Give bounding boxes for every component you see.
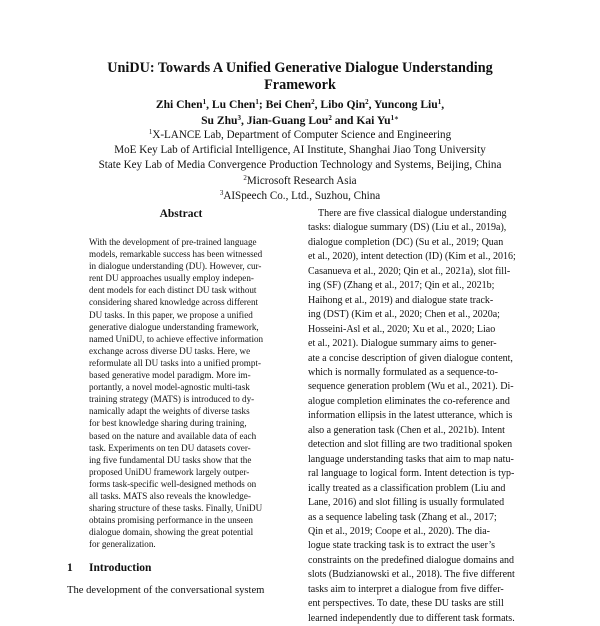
- body-text-line: which is normally formulated as a sequence-to-: [308, 366, 498, 378]
- author-separator: ,: [441, 98, 445, 111]
- author-separator: ;: [258, 98, 266, 111]
- body-text-line: et al., 2021). Dialogue summary aims to gener-: [308, 338, 497, 350]
- affiliation-mark: 1: [148, 128, 153, 136]
- abstract-line: forms task-specific well-designed methods on: [89, 478, 257, 489]
- body-text-line: Haihong et al., 2019) and dialogue state track-: [308, 294, 494, 306]
- author-name: Yuncong Liu: [374, 98, 438, 111]
- author-separator: ,: [206, 98, 212, 111]
- body-text-line: alogue completion eliminates the co-reference and: [308, 395, 510, 407]
- author-affil-mark: 1∗: [390, 113, 399, 122]
- body-text-line: as a sequence labeling task (Zhang et al., 2017;: [308, 511, 497, 523]
- title-line: UniDU: Towards A Unified Generative Dialogue Understanding: [107, 60, 493, 76]
- abstract-line: task. Experiments on ten DU datasets cover-: [89, 442, 251, 453]
- abstract-line: reformulate all DU tasks into a unified prompt-: [89, 357, 261, 368]
- author-line: [60, 97, 540, 113]
- title-line: Framework: [264, 77, 336, 93]
- paper-title: [60, 60, 540, 94]
- author-affil-mark: 2: [328, 113, 332, 122]
- right-column-text: [308, 207, 533, 626]
- body-text-line: et al., 2020), intent detection (ID) (Kim et al., 2016;: [308, 251, 516, 263]
- body-text-line: sequence generation problem (Wu et al., 2021). Di-: [308, 381, 514, 393]
- author-name: Bei Chen: [265, 98, 312, 111]
- abstract-line: dialogue domain, showing the great potential: [89, 527, 254, 538]
- abstract-line: exchange across diverse DU tasks. Here, we: [89, 345, 251, 356]
- abstract-line: With the development of pre-trained language: [89, 237, 257, 247]
- body-text-line: learned independently due to different task formats.: [308, 612, 515, 624]
- abstract-line: for generalization.: [89, 539, 156, 550]
- body-text-line: Hosseini-Asl et al., 2020; Xu et al., 2020; Liao: [308, 323, 496, 335]
- body-text-line: ically treated as a classification problem (Liu and: [308, 482, 506, 494]
- section-number: 1: [67, 562, 73, 574]
- section-title: Introduction: [89, 562, 152, 574]
- abstract-line: ing five fundamental DU tasks show that the: [89, 454, 252, 465]
- body-text-line: constraints on the predefined dialogue domains and: [308, 554, 515, 566]
- author-name: Libo Qin: [320, 98, 366, 111]
- section-heading: [67, 561, 151, 575]
- abstract-line: rent DU approaches usually employ indepen-: [89, 273, 254, 284]
- affiliation-mark: 2: [243, 173, 247, 182]
- author-separator: ,: [314, 98, 321, 111]
- author-separator: and: [331, 113, 357, 127]
- affiliation-text: State Key Lab of Media Convergence Production Technology and Systems, Beijing, China: [98, 159, 502, 172]
- abstract-line: all tasks. MATS also reveals the knowledge-: [89, 490, 251, 501]
- author-line: [60, 113, 540, 129]
- abstract-line: generative dialogue understanding framework,: [89, 321, 259, 332]
- affiliation-line: [40, 143, 560, 158]
- author-affil-mark: 2: [365, 98, 369, 106]
- abstract-line: obtains promising performance in the unseen: [89, 515, 253, 526]
- affiliation-text: MoE Key Lab of Artificial Intelligence, AI Institute, Shanghai Jiao Tong University: [114, 144, 486, 157]
- abstract-line: models, remarkable success has been witnessed: [89, 249, 263, 260]
- author-affil-mark: 1: [255, 98, 259, 106]
- affiliation-line: [40, 158, 560, 173]
- author-name: Lu Chen: [211, 98, 256, 111]
- body-text-line: logue state tracking task is to extract the user’s: [308, 540, 495, 552]
- body-text-line: Casanueva et al., 2020; Qin et al., 2021a), slot fill-: [308, 265, 511, 277]
- abstract-line: for best knowledge sharing during training,: [89, 418, 247, 429]
- body-text-line: tasks: dialogue summary (DS) (Liu et al., 2019a),: [308, 222, 507, 234]
- author-name: Zhi Chen: [155, 98, 203, 111]
- author-affil-mark: 2: [311, 98, 315, 106]
- abstract-line: namically adapt the weights of diverse tasks: [89, 406, 250, 417]
- body-text-line: slots (Budzianowski et al., 2018). The five different: [308, 569, 515, 581]
- abstract-line: named UniDU, to achieve effective information: [89, 333, 264, 344]
- abstract-line: dent models for each distinct DU task without: [89, 285, 257, 296]
- body-text-line: dialogue completion (DC) (Su et al., 2019; Quan: [308, 236, 504, 248]
- body-text-line: also a generation task (Chen et al., 2021b). Intent: [308, 424, 505, 436]
- affiliation-line: [40, 174, 560, 189]
- abstract-body: [89, 236, 275, 550]
- abstract-heading: Abstract: [159, 208, 203, 220]
- affiliation-mark: 3: [219, 188, 224, 197]
- body-text-line: There are five classical dialogue understanding: [318, 208, 507, 219]
- abstract-line: proposed UniDU framework largely outper-: [89, 466, 250, 477]
- body-text-line: information ellipsis in the latest utterance, which is: [308, 410, 513, 422]
- author-list: [60, 97, 540, 128]
- body-text-line: ent perspectives. To date, these DU tasks are still: [308, 598, 504, 610]
- affiliation-text: AISpeech Co., Ltd., Suzhou, China: [223, 189, 381, 202]
- author-separator: ,: [368, 98, 375, 111]
- author-affil-mark: 1: [202, 98, 207, 106]
- author-affil-mark: 1: [437, 98, 442, 106]
- affiliation-text: X-LANCE Lab, Department of Computer Science and Engineering: [152, 129, 452, 141]
- author-name: Kai Yu: [356, 113, 391, 127]
- author-name: Jian-Guang Lou: [246, 113, 329, 127]
- intro-first-line: The development of the conversational system: [67, 585, 265, 596]
- abstract-line: considering shared knowledge across different: [89, 297, 259, 308]
- abstract-line: based generative model paradigm. More im-: [89, 370, 251, 381]
- abstract-line: in dialogue understanding (DU). However, cur-: [89, 261, 262, 272]
- affiliation-text: Microsoft Research Asia: [246, 174, 357, 187]
- body-text-line: ing (DST) (Kim et al., 2020; Chen et al., 2020a;: [308, 309, 500, 321]
- abstract-line: portantly, a novel model-agnostic multi-task: [89, 382, 250, 393]
- body-text-line: language understanding tasks that aim to map natu-: [308, 453, 514, 465]
- body-text-line: Lane, 2016) and slot filling is usually formulated: [308, 497, 505, 509]
- abstract-line: based on the nature and available data of each: [89, 430, 257, 441]
- abstract-line: DU tasks. In this paper, we propose a unified: [89, 309, 253, 320]
- abstract-line: sharing structure of these tasks. Finally, UniDU: [89, 503, 263, 514]
- author-affil-mark: 3: [237, 113, 241, 122]
- body-text-line: ing (SF) (Zhang et al., 2017; Qin et al., 2021b;: [308, 280, 495, 292]
- affiliation-line: [40, 128, 560, 143]
- author-name: Su Zhu: [201, 113, 238, 127]
- body-text-line: ral language to logical form. Intent detection is typ-: [308, 468, 515, 480]
- abstract-line: training strategy (MATS) is introduced to dy-: [89, 394, 255, 405]
- body-text-line: Qin et al., 2019; Coope et al., 2020). The dia-: [308, 525, 490, 537]
- body-text-line: ate a concise description of given dialogue content,: [308, 352, 513, 364]
- affiliation-line: [40, 189, 560, 204]
- author-separator: ,: [241, 113, 247, 127]
- body-text-line: detection and slot filling are two traditional spoken: [308, 439, 513, 451]
- affiliations: [40, 128, 560, 204]
- body-text-line: tasks aim to interpret a dialogue from five differ-: [308, 583, 504, 595]
